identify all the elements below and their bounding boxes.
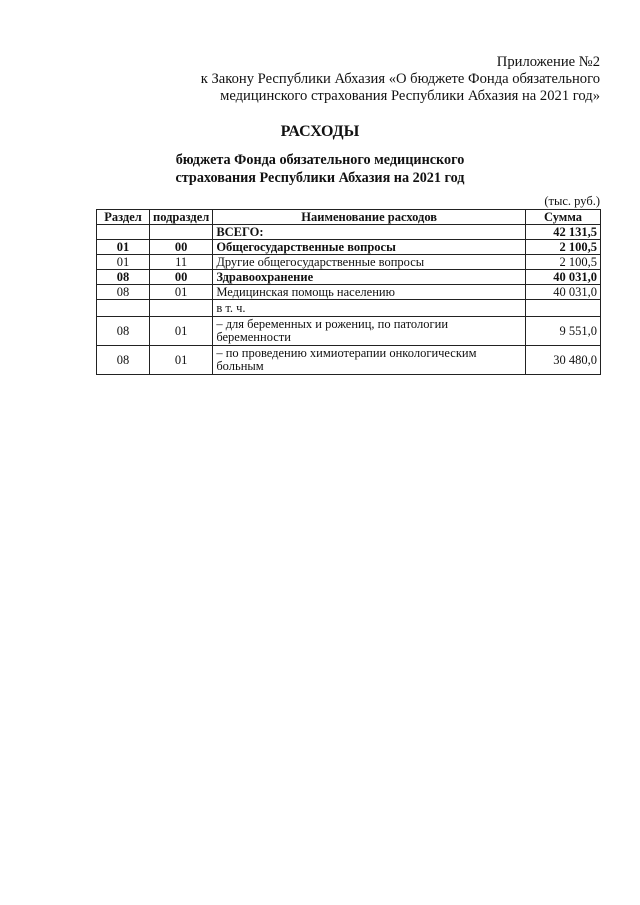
cell-section: 08 — [97, 270, 150, 285]
cell-sum: 2 100,5 — [526, 255, 601, 270]
cell-sum: 40 031,0 — [526, 285, 601, 300]
cell-subsection: 01 — [150, 317, 213, 346]
cell-name: в т. ч. — [213, 300, 526, 317]
column-header-section: Раздел — [97, 210, 150, 225]
document-title: РАСХОДЫ — [280, 123, 360, 140]
cell-name: Другие общегосударственные вопросы — [213, 255, 526, 270]
cell-subsection — [150, 300, 213, 317]
cell-section: 08 — [97, 285, 150, 300]
cell-name: – для беременных и рожениц, по патологии беременности — [213, 317, 526, 346]
cell-section: 01 — [97, 255, 150, 270]
cell-name: Здравоохранение — [213, 270, 526, 285]
cell-sum: 30 480,0 — [526, 346, 601, 375]
subtitle-line-2: страхования Республики Абхазия на 2021 год — [175, 170, 465, 186]
document-subtitle — [0, 151, 640, 187]
table-row — [97, 300, 601, 317]
table-row — [97, 255, 601, 270]
table-row — [97, 317, 601, 346]
table-header-row — [97, 210, 601, 225]
cell-sum: 2 100,5 — [526, 240, 601, 255]
table-row — [97, 270, 601, 285]
cell-section: 01 — [97, 240, 150, 255]
unit-note: (тыс. руб.) — [544, 194, 600, 208]
cell-subsection: 11 — [150, 255, 213, 270]
cell-name: ВСЕГО: — [213, 225, 526, 240]
cell-section — [97, 300, 150, 317]
subtitle-line-1: бюджета Фонда обязательного медицинского — [175, 152, 465, 168]
column-header-subsection: подраздел — [150, 210, 213, 225]
cell-name: – по проведению химиотерапии онкологическим больным — [213, 346, 526, 375]
cell-section: 08 — [97, 317, 150, 346]
appendix-number: Приложение №2 — [496, 54, 600, 70]
cell-section: 08 — [97, 346, 150, 375]
cell-sum — [526, 300, 601, 317]
appendix-reference — [201, 54, 600, 105]
table-row-total — [97, 225, 601, 240]
cell-subsection: 01 — [150, 285, 213, 300]
cell-subsection — [150, 225, 213, 240]
cell-subsection: 00 — [150, 240, 213, 255]
appendix-law-line-2: медицинского страхования Республики Абхазия на 2021 год» — [220, 88, 600, 104]
cell-subsection: 00 — [150, 270, 213, 285]
expenses-table — [96, 209, 601, 375]
cell-section — [97, 225, 150, 240]
column-header-sum: Сумма — [526, 210, 601, 225]
cell-name: Медицинская помощь населению — [213, 285, 526, 300]
cell-sum: 42 131,5 — [526, 225, 601, 240]
cell-subsection: 01 — [150, 346, 213, 375]
table-row — [97, 346, 601, 375]
cell-name: Общегосударственные вопросы — [213, 240, 526, 255]
cell-sum: 40 031,0 — [526, 270, 601, 285]
cell-sum: 9 551,0 — [526, 317, 601, 346]
table-row — [97, 285, 601, 300]
table-row — [97, 240, 601, 255]
column-header-name: Наименование расходов — [213, 210, 526, 225]
appendix-law-line-1: к Закону Республики Абхазия «О бюджете Фонда обязательного — [200, 71, 600, 87]
